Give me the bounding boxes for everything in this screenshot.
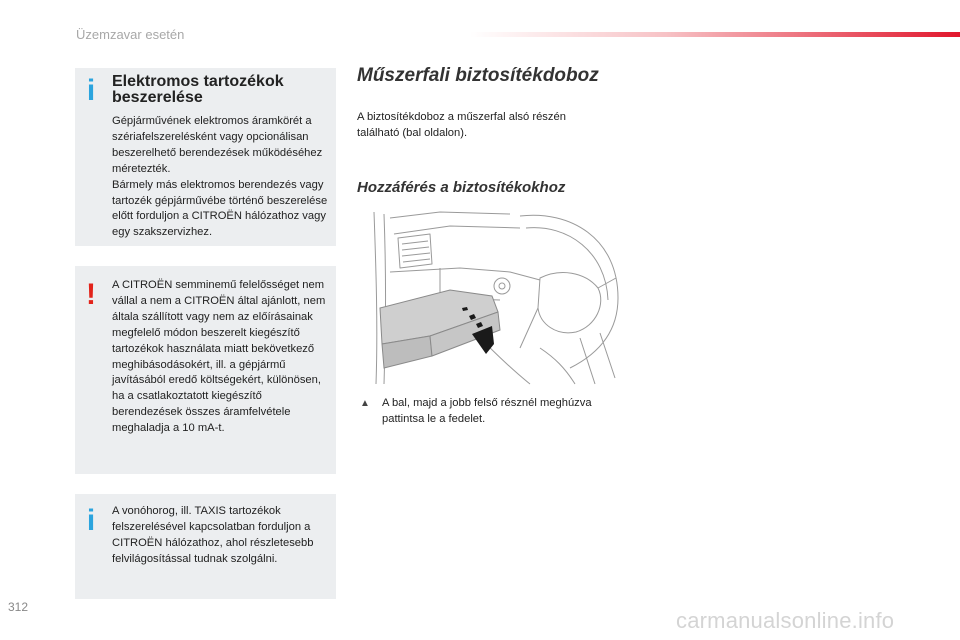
page-number: 312 bbox=[8, 600, 29, 614]
fuse-access-subtitle: Hozzáférés a biztosítékokhoz bbox=[357, 179, 566, 196]
warning-box-text: A CITROËN semminemű felelősséget nem vállal a nem a CITROËN által ajánlott, nem általa szállított vagy nem az előírásainak megfelelő módon beszerelt kiegészítő tartozékok használata miatt bekövetkező meghibásodásokért, ill. a gépjármű javításából eredő költségekért, különösen, ha a csatlakoztatott kiegészítő berendezések összes áramfelvétele meghaladja a 10 mA-t. bbox=[112, 279, 326, 435]
info-box-text: A vonóhorog, ill. TAXIS tartozékok felszerelésével kapcsolatban forduljon a CITROËN hálózathoz, ahol részletesebb felvilágosítással tudnak szolgálni. bbox=[112, 505, 314, 565]
info-box-title: Elektromos tartozékok beszerelése bbox=[112, 73, 284, 106]
info-box-towbar bbox=[75, 494, 336, 599]
step-text: A bal, majd a jobb felső résznél meghúzva pattintsa le a fedelet. bbox=[382, 397, 592, 425]
info-icon: i bbox=[86, 74, 96, 107]
info-box-text: Gépjárművének elektromos áramkörét a szériafelszerelésként vagy opcionálisan beszerelhető berendezések működéséhez méretezték. Bármely más elektromos berendezés vagy tartozék gépjárművébe történő beszerelése előtt forduljon a CITROËN hálózathoz vagy egy szakszervizhez. bbox=[112, 115, 328, 239]
header-accent-bar bbox=[470, 32, 960, 37]
section-header-title: Üzemzavar esetén bbox=[76, 27, 185, 42]
info-box-electrical-accessories bbox=[75, 68, 336, 246]
warning-box-liability bbox=[75, 266, 336, 474]
info-icon: i bbox=[86, 504, 96, 537]
fusebox-intro: A biztosítékdoboz a műszerfal alsó részén található (bal oldalon). bbox=[357, 111, 566, 139]
fusebox-title: Műszerfali biztosítékdoboz bbox=[357, 65, 599, 86]
dashboard-fusebox-illustration bbox=[370, 208, 620, 386]
step-bullet-icon: ▲ bbox=[360, 398, 370, 409]
warning-icon: ! bbox=[86, 278, 96, 311]
watermark: carmanualsonline.info bbox=[676, 608, 895, 633]
